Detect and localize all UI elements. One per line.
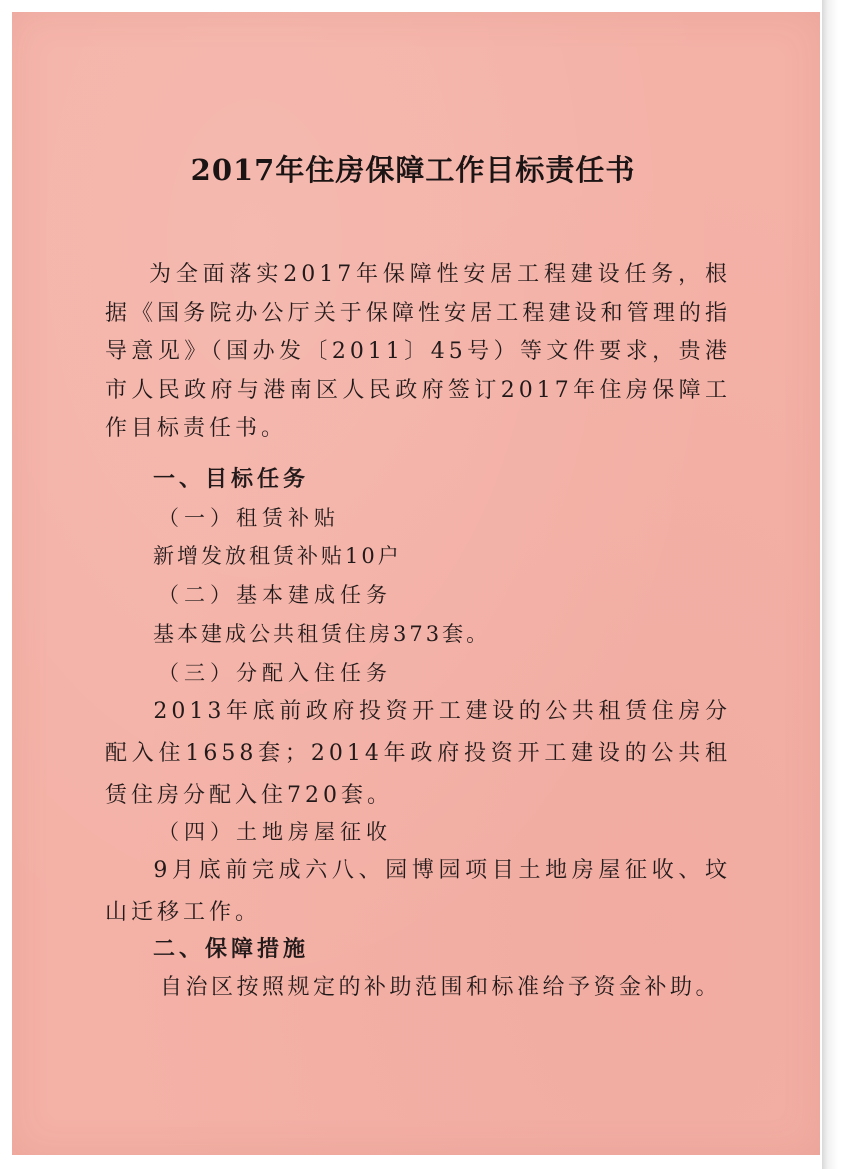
intro-paragraph: 为全面落实2017年保障性安居工程建设任务，根据《国务院办公厅关于保障性安居工程建设和管理的指导意见》（国办发〔2011〕45号）等文件要求，贵港市人民政府与港南区人民政府签订2017年住房保障工作目标责任书。 — [105, 262, 731, 441]
subsection1-heading: （一）租赁补贴 — [158, 506, 340, 530]
subsection2-heading: （二）基本建成任务 — [158, 583, 392, 607]
subsection2-text: 基本建成公共租赁住房373套。 — [153, 622, 491, 646]
section1-heading: 一、目标任务 — [153, 466, 310, 492]
subsection4-text: 9月底前完成六八、园博园项目土地房屋征收、坟山迁移工作。 — [105, 858, 731, 925]
section2-heading: 二、保障措施 — [153, 936, 310, 962]
document-title: 2017年住房保障工作目标责任书 — [190, 153, 636, 187]
subsection4-heading: （四）土地房屋征收 — [158, 820, 392, 844]
subsection3-text: 2013年底前政府投资开工建设的公共租赁住房分配入住1658套；2014年政府投资开工建设的公共租赁住房分配入住720套。 — [105, 699, 731, 808]
subsection3-heading: （三）分配入住任务 — [158, 661, 392, 685]
subsection1-text: 新增发放租赁补贴10户 — [153, 544, 402, 568]
section2-text: 自治区按照规定的补助范围和标准给予资金补助。 — [160, 975, 722, 1000]
scan-edge — [822, 0, 850, 1169]
